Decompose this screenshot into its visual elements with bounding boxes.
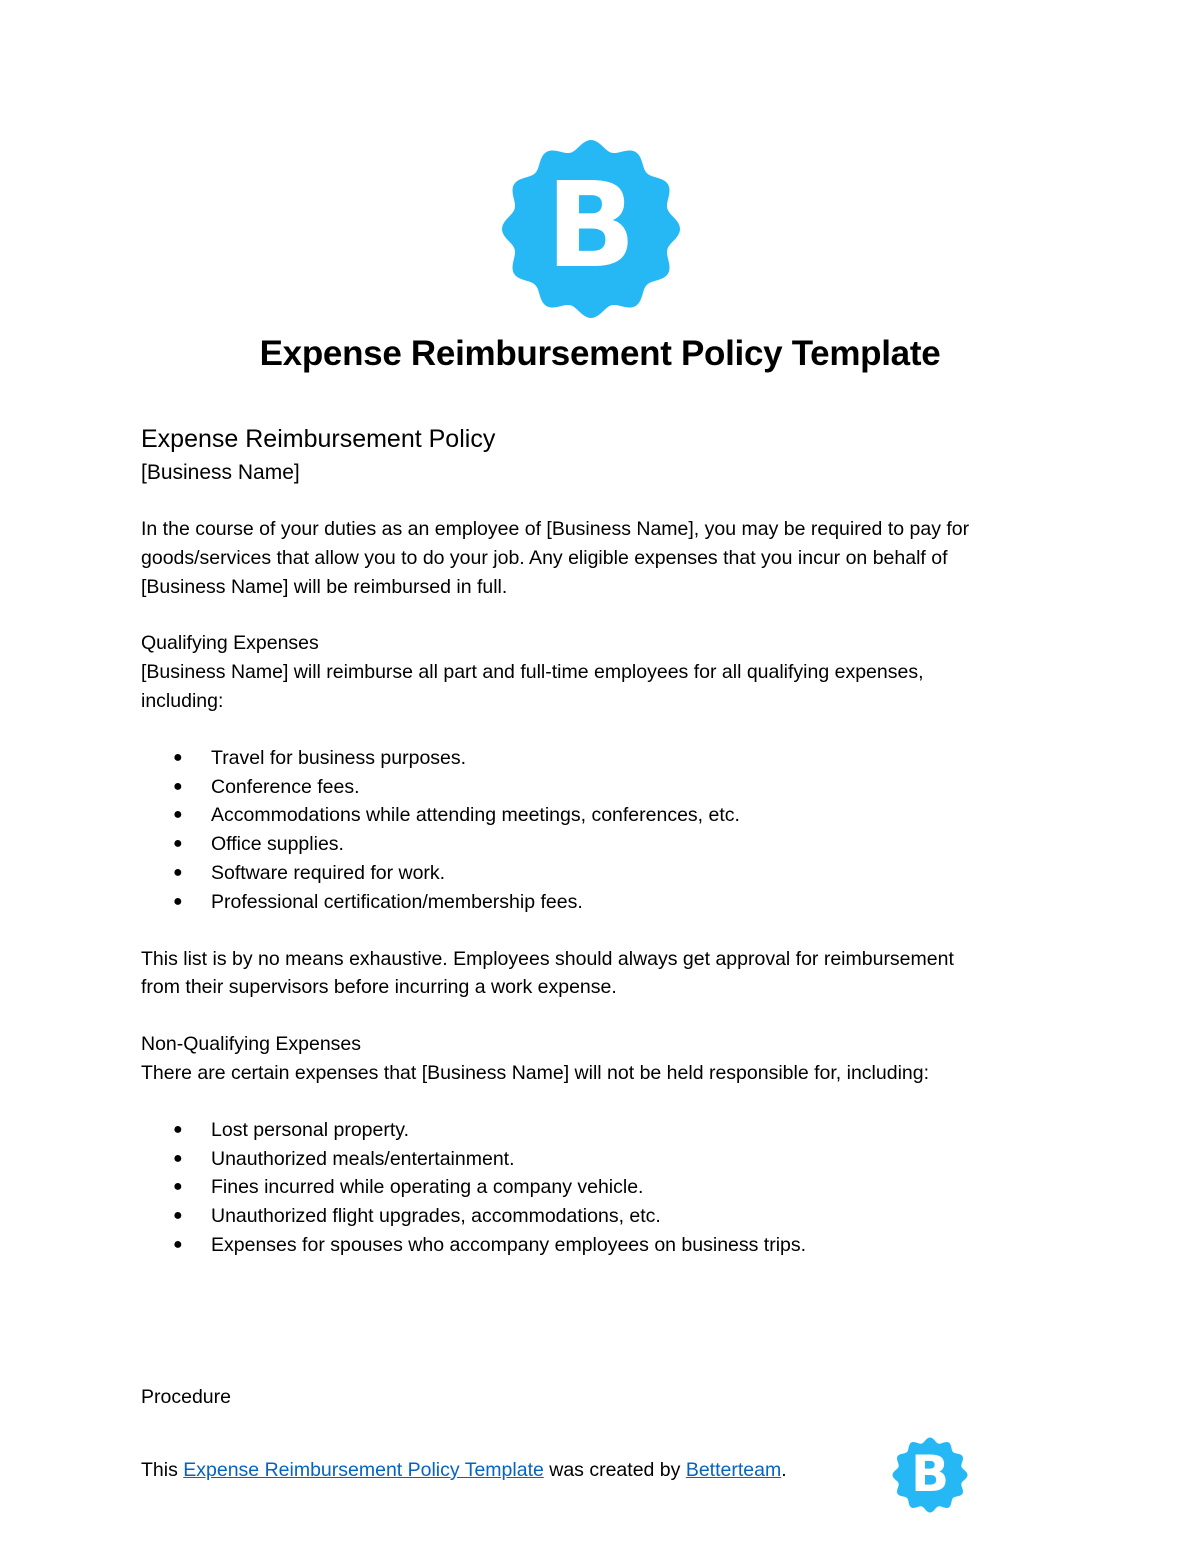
list-item: ● Professional certification/membership fees. — [211, 888, 1071, 917]
non-qualifying-intro: There are certain expenses that [Business Name] will not be held responsible for, including: — [141, 1061, 930, 1084]
footer-credit: This Expense Reimbursement Policy Template was created by Betterteam. — [141, 1459, 787, 1481]
bullet-icon: ● — [173, 892, 183, 910]
note-line: This list is by no means exhaustive. Employees should always get approval for reimbursement — [141, 947, 954, 970]
intro-line: goods/services that allow you to do your job. Any eligible expenses that you incur on behalf of — [141, 546, 948, 569]
business-name: [Business Name] — [141, 461, 300, 484]
list-item: ● Unauthorized flight upgrades, accommodations, etc. — [211, 1202, 1071, 1231]
bullet-icon: ● — [173, 1235, 183, 1253]
qualifying-list — [141, 744, 1071, 917]
bullet-icon: ● — [173, 1120, 183, 1138]
logo-letter: B — [910, 1445, 950, 1503]
list-item: ● Conference fees. — [211, 773, 1071, 802]
qualifying-note — [141, 945, 1071, 1003]
intro-paragraph — [141, 515, 1071, 601]
bullet-icon: ● — [173, 835, 183, 853]
betterteam-link[interactable]: Betterteam — [685, 1459, 782, 1481]
list-item: ● Fines incurred while operating a company vehicle. — [211, 1173, 1071, 1202]
bullet-icon: ● — [173, 1149, 183, 1167]
qualifying-intro-line: [Business Name] will reimburse all part and full-time employees for all qualifying expenses, — [141, 661, 924, 684]
document-body — [141, 420, 1071, 1288]
qualifying-section — [141, 629, 1071, 715]
non-qualifying-section — [141, 1030, 1071, 1088]
betterteam-logo-icon — [500, 138, 682, 320]
list-item: ● Software required for work. — [211, 859, 1071, 888]
bullet-icon: ● — [173, 748, 183, 766]
list-item: ● Accommodations while attending meetings, conferences, etc. — [211, 801, 1071, 830]
note-line: from their supervisors before incurring a work expense. — [141, 976, 617, 999]
bullet-icon: ● — [173, 1178, 183, 1196]
intro-line: [Business Name] will be reimbursed in full. — [141, 575, 508, 598]
list-item: ● Travel for business purposes. — [211, 744, 1071, 773]
template-link[interactable]: Expense Reimbursement Policy Template — [183, 1459, 544, 1481]
list-item: ● Expenses for spouses who accompany employees on business trips. — [211, 1231, 1071, 1260]
policy-heading: Expense Reimbursement Policy — [141, 425, 496, 453]
list-item: ● Unauthorized meals/entertainment. — [211, 1145, 1071, 1174]
bullet-icon: ● — [173, 863, 183, 881]
bullet-icon: ● — [173, 777, 183, 795]
betterteam-footer-logo-icon — [892, 1437, 968, 1513]
qualifying-heading: Qualifying Expenses — [141, 632, 319, 655]
bullet-icon: ● — [173, 806, 183, 824]
list-item: ● Office supplies. — [211, 830, 1071, 859]
intro-line: In the course of your duties as an employee of [Business Name], you may be required to pay for — [141, 518, 970, 540]
non-qualifying-heading: Non-Qualifying Expenses — [141, 1033, 362, 1056]
qualifying-intro-line: including: — [141, 689, 224, 712]
procedure-heading: Procedure — [141, 1386, 231, 1408]
list-item: ● Lost personal property. — [211, 1116, 1071, 1145]
bullet-icon: ● — [173, 1207, 183, 1225]
logo-letter: B — [546, 156, 636, 294]
non-qualifying-list — [141, 1116, 1071, 1260]
document-title: Expense Reimbursement Policy Template — [259, 334, 941, 373]
